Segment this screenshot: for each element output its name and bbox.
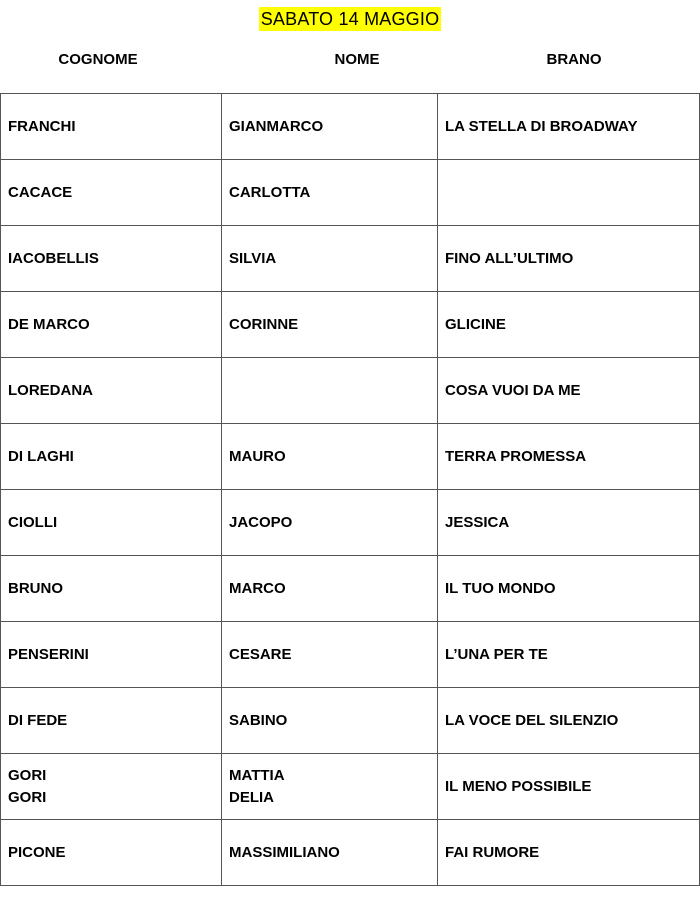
page-title: SABATO 14 MAGGIO	[260, 9, 440, 29]
table-row	[1, 292, 700, 358]
cell-brano: GLICINE	[438, 292, 700, 358]
table-row	[1, 754, 700, 820]
cell-brano: L’UNA PER TE	[438, 622, 700, 688]
table-row	[1, 490, 700, 556]
cell-nome	[222, 358, 438, 424]
cell-cognome: BRUNO	[1, 556, 222, 622]
cell-brano: IL MENO POSSIBILE	[438, 754, 700, 820]
cell-nome: GIANMARCO	[222, 94, 438, 160]
cell-nome: SILVIA	[222, 226, 438, 292]
cognome-line-1: GORI	[8, 766, 47, 784]
cognome-line-2: GORI	[8, 788, 47, 806]
cell-brano: FINO ALL’ULTIMO	[438, 226, 700, 292]
cell-nome: SABINO	[222, 688, 438, 754]
nome-line-2: DELIA	[229, 788, 274, 806]
table-row	[1, 226, 700, 292]
cell-brano: LA VOCE DEL SILENZIO	[438, 688, 700, 754]
title-wrapper	[0, 7, 700, 31]
performers-table	[0, 93, 700, 886]
cell-nome	[222, 754, 438, 820]
table-row	[1, 424, 700, 490]
cell-brano: COSA VUOI DA ME	[438, 358, 700, 424]
cell-nome: CARLOTTA	[222, 160, 438, 226]
cell-cognome: PENSERINI	[1, 622, 222, 688]
cell-cognome: CACACE	[1, 160, 222, 226]
cell-brano: TERRA PROMESSA	[438, 424, 700, 490]
cell-brano	[438, 160, 700, 226]
nome-line-1: MATTIA	[229, 766, 285, 784]
cell-nome: CESARE	[222, 622, 438, 688]
cell-cognome: FRANCHI	[1, 94, 222, 160]
cell-nome: MAURO	[222, 424, 438, 490]
cell-cognome: PICONE	[1, 820, 222, 886]
cell-nome: JACOPO	[222, 490, 438, 556]
cell-cognome: LOREDANA	[1, 358, 222, 424]
table-row	[1, 820, 700, 886]
table-row	[1, 358, 700, 424]
cell-nome: MASSIMILIANO	[222, 820, 438, 886]
header-brano: BRANO	[546, 51, 602, 68]
cell-brano: JESSICA	[438, 490, 700, 556]
cell-cognome: IACOBELLIS	[1, 226, 222, 292]
table-row	[1, 94, 700, 160]
table-row	[1, 160, 700, 226]
header-nome: NOME	[334, 51, 380, 68]
table-row	[1, 556, 700, 622]
cell-brano: IL TUO MONDO	[438, 556, 700, 622]
cell-cognome: DI FEDE	[1, 688, 222, 754]
table-row	[1, 622, 700, 688]
cell-cognome: DI LAGHI	[1, 424, 222, 490]
header-cognome: COGNOME	[58, 51, 138, 68]
cell-cognome: DE MARCO	[1, 292, 222, 358]
cell-nome: CORINNE	[222, 292, 438, 358]
cell-cognome	[1, 754, 222, 820]
cell-brano: FAI RUMORE	[438, 820, 700, 886]
cell-nome: MARCO	[222, 556, 438, 622]
cell-brano: LA STELLA DI BROADWAY	[438, 94, 700, 160]
cell-cognome: CIOLLI	[1, 490, 222, 556]
table-row	[1, 688, 700, 754]
